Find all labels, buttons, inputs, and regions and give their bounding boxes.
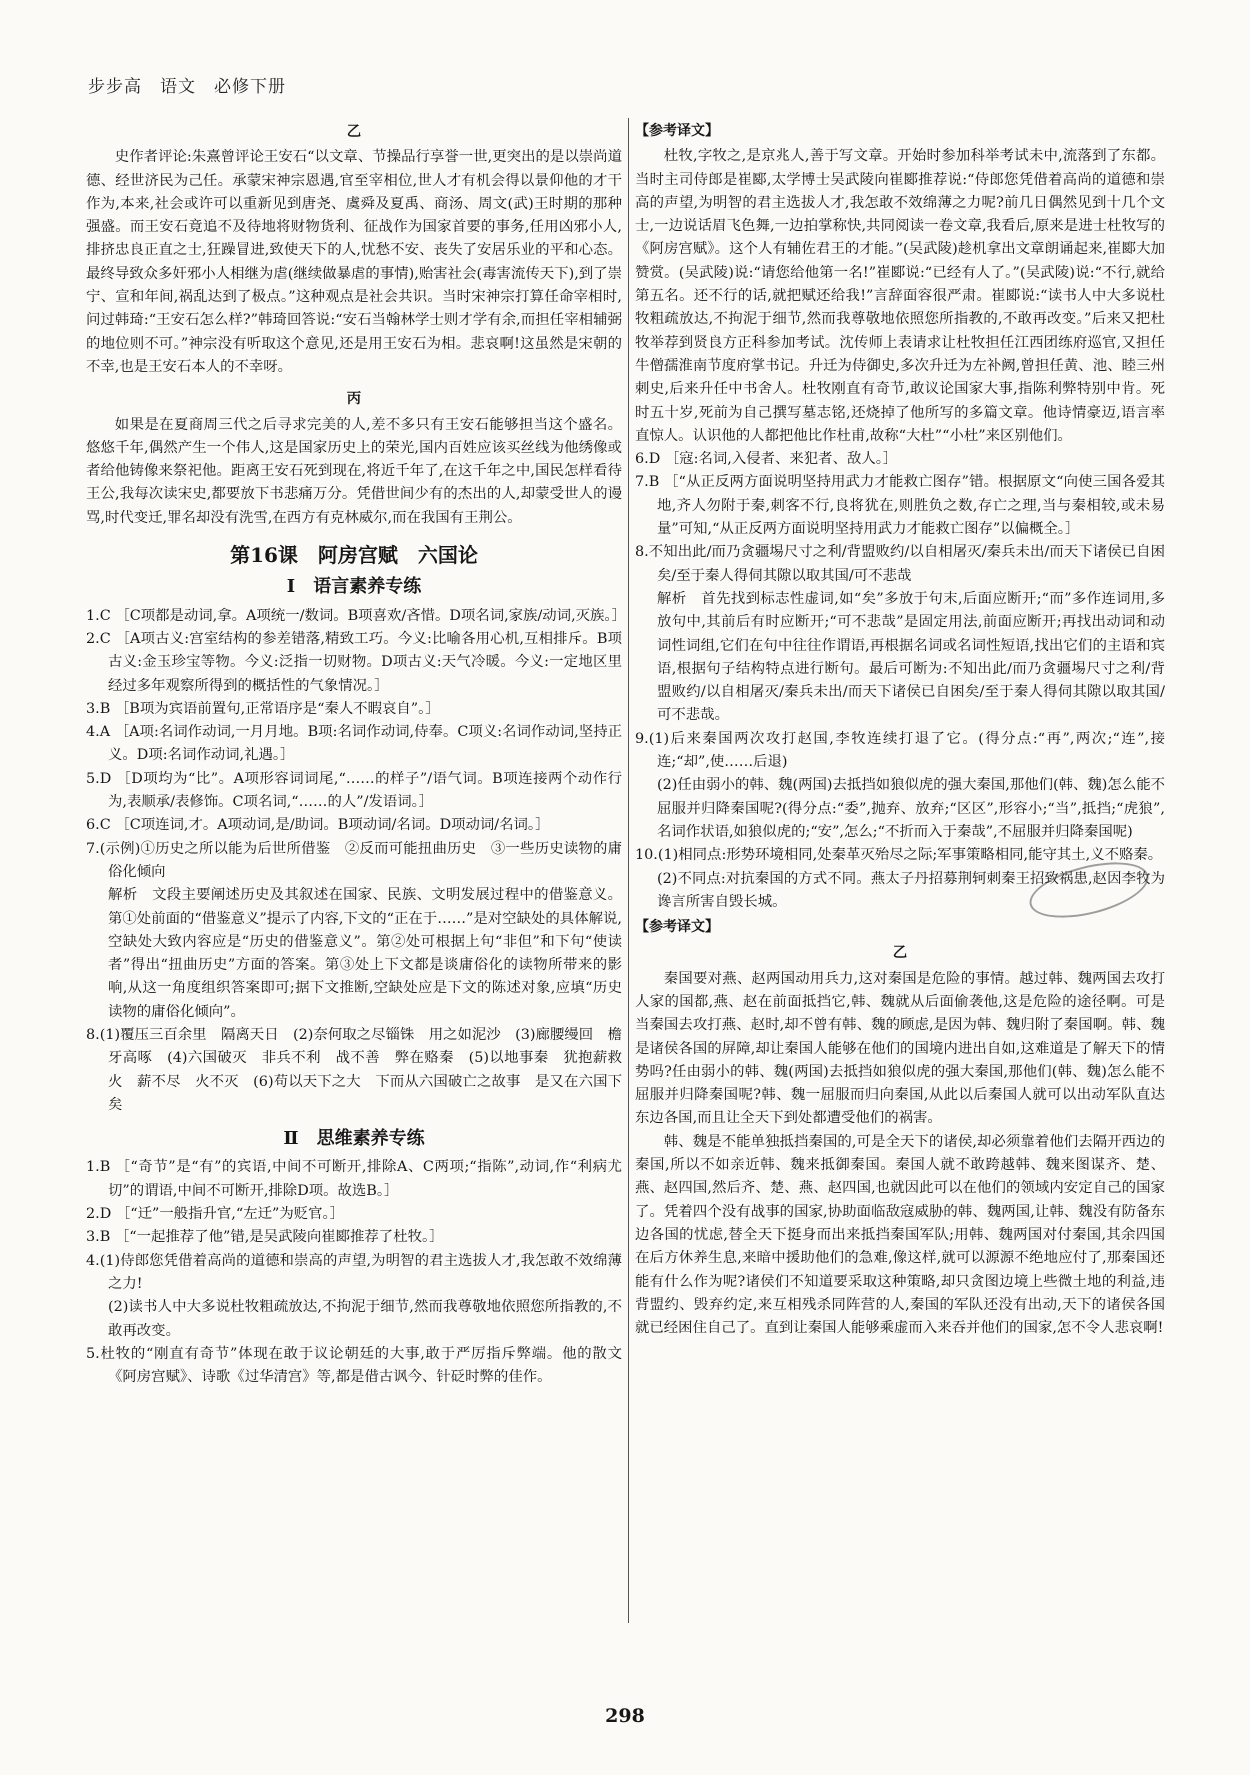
answer-item: 10.(1)相同点:形势环境相同,处秦革灭殆尽之际;军事策略相同,能守其土,义不赂秦。	[635, 847, 1163, 864]
answer-item: 6.D ［寇:名词,入侵者、来犯者、敌人。］	[635, 451, 898, 468]
answer-item: 2.D ［“迁”一般指升官,“左迁”为贬官。］	[86, 1206, 345, 1223]
bing-heading: 丙	[346, 390, 362, 408]
answer-item: 3.B ［B项为宾语前置句,正常语序是“秦人不暇哀自”。］	[86, 700, 440, 717]
section2-title: Ⅱ 思维素养专练	[283, 1128, 425, 1150]
reference-translation-text: 韩、魏是不能单独抵挡秦国的,可是全天下的诸侯,却必须靠着他们去隔开西边的秦国,所以不如亲近韩、魏来抵御秦国。秦国人就不敢跨越韩、魏来图谋齐、楚、燕、赵四国,然后齐、楚、燕、赵四国,也就因此可以在他们的领域内安定自己的国家了。凭着四个没有战事的国家,协助面临敌寇威胁的韩、魏两国,让韩、魏没有防备东边各国的忧虑,替全天下挺身而出来抵挡秦国军队;用韩、魏两国对付秦国,其余四国在后方休养生息,来暗中援助他们的急难,像这样,就可以源源不绝地应付了,那秦国还能有什么作为呢?诸侯们不知道要采取这种策略,却只贪图边境上些微土地的利益,违背盟约、毁弃约定,来互相残杀同阵营的人,秦国的军队还没有出动,天下的诸侯各国就已经困住自己了。直到让秦国人能够乘虚而入来吞并他们的国家,怎不令人悲哀啊!	[635, 1133, 1165, 1337]
answer-item: 5.D ［D项均为“比”。A项形容词词尾,“……的样子”/语气词。B项连接两个动作行为,表顺承/表修饰。C项名词,“……的人”/发语词。］	[86, 770, 622, 811]
reference-translation-label: 【参考译文】	[635, 123, 719, 139]
answer-subitem: (2)任由弱小的韩、魏(两国)去抵挡如狼似虎的强大秦国,那他们(韩、魏)怎么能不屈服并归降秦国呢?(得分点:“委”,抛弃、放弃;“区区”,形容小;“当”,抵挡;“虎狼”,名词作状语,如狼似虎的;“安”,怎么;“不折而入于秦哉”,不屈服并归降秦国呢)	[657, 777, 1165, 840]
yi-heading: 乙	[346, 123, 362, 140]
right-column	[635, 118, 1165, 1340]
answer-item: 8.不知出此/而乃贪疆埸尺寸之利/背盟败约/以自相屠灭/秦兵未出/而天下诸侯已自困矣/至于秦人得伺其隙以取其国/可不悲哉	[635, 544, 1165, 584]
analysis-text: 解析 首先找到标志性虚词,如“矣”多放于句末,后面应断开;“而”多作连词用,多放句中,其前后有时应断开;“可不悲哉”是固定用法,前面应断开;再找出动词和动词性词组,它们在句中往往作谓语,再根据名词或名词性短语,找出它们的主语和宾语,根据句子结构特点进行断句。最后可断为:不知出此/而乃贪疆埸尺寸之利/背盟败约/以自相屠灭/秦兵未出/而天下诸侯已自困矣/至于秦人得伺其隙以取其国/可不悲哉。	[657, 590, 1165, 724]
answer-item: 4.A ［A项:名词作动词,一月月地。B项:名词作动词,侍奉。C项义:名词作动词,坚持正义。D项:名词作动词,礼遇。］	[86, 724, 622, 764]
answer-item: 6.C ［C项连词,才。A项动词,是/助词。B项动词/名词。D项动词/名词。］	[86, 817, 550, 834]
answer-item: 7.(示例)①历史之所以能为后世所借鉴 ②反而可能扭曲历史 ③一些历史读物的庸俗化倾向	[86, 840, 622, 880]
column-divider	[628, 118, 629, 1623]
answer-item: 9.(1)后来秦国两次攻打赵国,李牧连续打退了它。(得分点:“再”,两次;“连”,接连;“却”,使……后退)	[635, 730, 1165, 771]
answer-subitem: (2)不同点:对抗秦国的方式不同。燕太子丹招募荆轲刺秦王招致祸患,赵因李牧为谗言所害自毁长城。	[657, 870, 1165, 910]
answer-item: 2.C ［A项古义:宫室结构的参差错落,精致工巧。今义:比喻各用心机,互相排斥。B项古义:金玉珍宝等物。今义:泛指一切财物。D项古义:天气冷暖。今义:一定地区里经过多年观察所得到的概括性的气象情况。］	[86, 630, 622, 694]
page-number: 298	[605, 1705, 645, 1727]
yi-heading-right: 乙	[892, 944, 908, 962]
left-column	[86, 118, 627, 1389]
bing-text: 如果是在夏商周三代之后寻求完美的人,差不多只有王安石能够担当这个盛名。悠悠千年,偶然产生一个伟人,这是国家历史上的荣光,国内百姓应该买丝线为他绣像或者给他铸像来祭祀他。距离王安石死到现在,将近千年了,在这千年之中,国民怎样看待王公,我每次读宋史,都要放下书悲痛万分。凭借世间少有的杰出的人,却蒙受世人的谩骂,时代变迁,罪名却没有洗雪,在西方有克林威尔,而在我国有王荆公。	[86, 416, 622, 526]
answer-item: 8.(1)覆压三百余里 隔离天日 (2)奈何取之尽锱铢 用之如泥沙 (3)廊腰缦回 檐牙高啄 (4)六国破灭 非兵不利 战不善 弊在赂秦 (5)以地事秦 犹抱薪救火 薪不尽 火不灭 (6)苟以天下之大 下而从六国破亡之故事 是又在六国下矣	[86, 1026, 622, 1113]
answer-item: 7.B ［“从正反两方面说明坚持用武力才能救亡图存”错。根据原文“向使三国各爱其地,齐人勿附于秦,刺客不行,良将犹在,则胜负之数,存亡之理,当与秦相较,或未易量”可知,“从正反两方面说明坚持用武力才能救亡图存”以偏概全。］	[635, 474, 1165, 538]
yi-text: 史作者评论:朱熹曾评论王安石“以文章、节操品行享誉一世,更突出的是以崇尚道德、经世济民为己任。承蒙宋神宗恩遇,官至宰相位,世人才有机会得以景仰他的才干作为,本来,社会或许可以重新见到唐尧、虞舜及夏禹、商汤、周文(武)王时期的那种强盛。而王安石竟追不及待地将财物货利、征战作为国家首要的事务,任用凶邪小人,排挤忠良正直之士,狂躁冒进,致使天下的人,忧愁不安、丧失了安居乐业的平和心态。最终导致众多奸邪小人相继为虐(继续做暴虐的事情),贻害社会(毒害流传天下),到了崇宁、宣和年间,祸乱达到了极点。”这种观点是社会共识。当时宋神宗打算任命宰相时,问过韩琦:“王安石怎么样?”韩琦回答说:“安石当翰林学士则才学有余,而担任宰相辅弼的地位则不可。”神宗没有听取这个意见,还是用王安石为相。悲哀啊!这虽然是宋朝的不幸,也是王安石本人的不幸呀。	[86, 149, 622, 375]
answer-item: 1.C ［C项都是动词,拿。A项统一/数词。B项喜欢/吝惜。D项名词,家族/动词,灭族。］	[86, 607, 627, 624]
answer-item: 3.B ［“一起推荐了他”错,是吴武陵向崔郾推荐了杜牧。］	[86, 1229, 444, 1246]
analysis-text: 解析 文段主要阐述历史及其叙述在国家、民族、文明发展过程中的借鉴意义。第①处前面的“借鉴意义”提示了内容,下文的“正在于……”是对空缺处的具体解说,空缺处大致内容应是“历史的借鉴意义”。第②处可根据上句“非但”和下句“使读者”得出“扭曲历史”方面的答案。第③处上下文都是谈庸俗化的读物所带来的影响,从这一角度组织答案即可;据下文推断,空缺处应是下文的陈述对象,应填“历史读物的庸俗化倾向”。	[108, 887, 622, 1020]
answer-item: 4.(1)侍郎您凭借着高尚的道德和崇高的声望,为明智的君主选拔人才,我怎敢不效绵薄之力!	[86, 1252, 622, 1292]
answer-item: 5.杜牧的“刚直有奇节”体现在敢于议论朝廷的大事,敢于严厉指斥弊端。他的散文《阿房宫赋》、诗歌《过华清宫》等,都是借古讽今、针砭时弊的佳作。	[86, 1345, 622, 1386]
section1-title: Ⅰ 语言素养专练	[286, 576, 422, 598]
answer-item: 1.B ［“奇节”是“有”的宾语,中间不可断开,排除A、C两项;“指陈”,动词,作“利病尤切”的谓语,中间不可断开,排除D项。故选B。］	[86, 1159, 622, 1199]
reference-translation-text: 杜牧,字牧之,是京兆人,善于写文章。开始时参加科举考试未中,流落到了东都。当时主司侍郎是崔郾,太学博士吴武陵向崔郾推荐说:“侍郎您凭借着高尚的道德和崇高的声望,为明智的君主选拔人才,我怎敢不效绵薄之力呢?前几日偶然见到十几个文士,一边说话眉飞色舞,一边拍掌称快,共同阅读一卷文章,我看后,原来是进士杜牧写的《阿房宫赋》。这个人有辅佐君王的才能。”(吴武陵)趁机拿出文章朗诵起来,崔郾大加赞赏。(吴武陵)说:“请您给他第一名!”崔郾说:“已经有人了。”(吴武陵)说:“不行,就给第五名。还不行的话,就把赋还给我!”言辞面容很严肃。崔郾说:“读书人中大多说杜牧粗疏放达,不拘泥于细节,然而我尊敬地依照您所指教的,不敢再改变。”后来又把杜牧举荐到贤良方正科参加考试。沈传师上表请求让杜牧担任江西团练府巡官,又担任牛僧孺淮南节度府掌书记。升迁为侍御史,多次升迁为左补阙,曾担任黄、池、睦三州刺史,后来升任中书舍人。杜牧刚直有奇节,敢议论国家大事,指陈利弊特别中肯。死时五十岁,死前为自己撰写墓志铭,还烧掉了他所写的多篇文章。他诗情豪迈,语言率直惊人。认识他的人都把他比作杜甫,故称“大杜”“小杜”来区别他们。	[635, 148, 1165, 444]
running-head: 步步高 语文 必修下册	[88, 77, 286, 97]
reference-translation-label: 【参考译文】	[635, 919, 719, 936]
answer-subitem: (2)读书人中大多说杜牧粗疏放达,不拘泥于细节,然而我尊敬地依照您所指教的,不敢再改变。	[108, 1299, 622, 1339]
lesson-title: 第16课 阿房宫赋 六国论	[230, 543, 478, 568]
reference-translation-text: 秦国要对燕、赵两国动用兵力,这对秦国是危险的事情。越过韩、魏两国去攻打人家的国都,燕、赵在前面抵挡它,韩、魏就从后面偷袭他,这是危险的途径啊。可是当秦国去攻打燕、赵时,却不曾有韩、魏的顾虑,是因为韩、魏归附了秦国啊。韩、魏是诸侯各国的屏障,却让秦国人能够在他们的国境内进出自如,这难道是了解天下的情势吗?任由弱小的韩、魏(两国)去抵挡如狼似虎的强大秦国,那他们(韩、魏)怎么能不屈服并归降秦国呢?韩、魏一屈服而归向秦国,从此以后秦国人就可以出动军队直达东边各国,而且让全天下到处都遭受他们的祸害。	[635, 970, 1165, 1127]
